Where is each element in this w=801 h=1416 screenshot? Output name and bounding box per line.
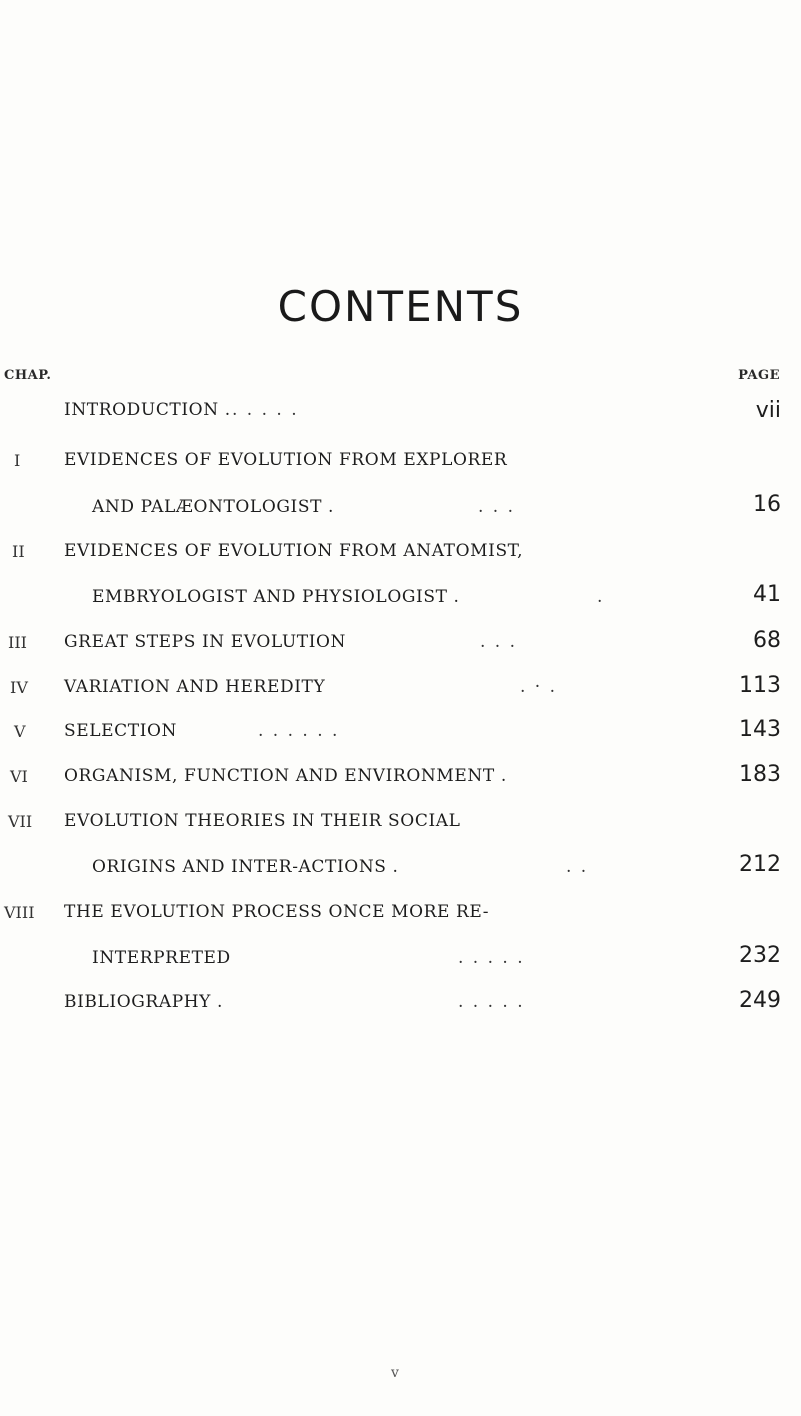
entry-4-number: IV (10, 678, 28, 697)
entry-7-title-line1: EVOLUTION THEORIES IN THEIR SOCIAL (64, 811, 461, 831)
entry-intro-page: vii (755, 398, 781, 423)
chap-column-header: CHAP. (4, 368, 52, 383)
page-title: CONTENTS (277, 282, 524, 331)
entry-3-page: 68 (753, 628, 781, 653)
entry-7-page: 212 (739, 852, 781, 877)
entry-7-title-line2: ORIGINS AND INTER-ACTIONS . (92, 857, 399, 877)
entry-intro-leader: . . . . . (232, 400, 299, 420)
entry-intro-title: INTRODUCTION . (64, 400, 231, 420)
entry-4-title: VARIATION AND HEREDITY (64, 677, 326, 697)
entry-bibliography-leader: . . . . . (458, 992, 525, 1012)
entry-8-title-line1: THE EVOLUTION PROCESS ONCE MORE RE- (64, 902, 490, 922)
entry-4-leader: . · . (520, 677, 558, 697)
entry-1-title-line1: EVIDENCES OF EVOLUTION FROM EXPLORER (64, 450, 508, 470)
entry-1-title-line2: AND PALÆONTOLOGIST . (92, 497, 335, 517)
entry-7-leader: . . (566, 857, 589, 877)
entry-2-title-line1: EVIDENCES OF EVOLUTION FROM ANATOMIST, (64, 541, 524, 561)
entry-6-title: ORGANISM, FUNCTION AND ENVIRONMENT . (64, 766, 507, 786)
entry-6-number: VI (10, 767, 28, 786)
page-folio: v (391, 1365, 399, 1381)
entry-bibliography-page: 249 (739, 988, 781, 1013)
entry-bibliography-title: BIBLIOGRAPHY . (64, 992, 223, 1012)
entry-2-page: 41 (753, 582, 781, 607)
entry-6-page: 183 (739, 762, 781, 787)
entry-5-leader: . . . . . . (258, 721, 340, 741)
entry-2-number: II (12, 542, 25, 561)
entry-8-leader: . . . . . (458, 948, 525, 968)
entry-3-number: III (8, 633, 27, 652)
entry-5-title: SELECTION (64, 721, 178, 741)
entry-3-title: GREAT STEPS IN EVOLUTION (64, 632, 347, 652)
entry-4-page: 113 (739, 673, 781, 698)
entry-2-title-line2: EMBRYOLOGIST AND PHYSIOLOGIST . (92, 587, 460, 607)
entry-8-page: 232 (739, 943, 781, 968)
page-column-header: PAGE (738, 368, 780, 383)
entry-3-leader: . . . (480, 632, 518, 652)
entry-5-number: V (14, 722, 26, 741)
entry-2-leader: . (597, 587, 605, 607)
entry-8-number: VIII (4, 903, 35, 922)
entry-5-page: 143 (739, 717, 781, 742)
entry-7-number: VII (8, 812, 33, 831)
entry-1-leader: . . . (478, 497, 516, 517)
entry-1-page: 16 (753, 492, 781, 517)
entry-1-number: I (14, 451, 21, 470)
entry-8-title-line2: INTERPRETED (92, 948, 231, 968)
